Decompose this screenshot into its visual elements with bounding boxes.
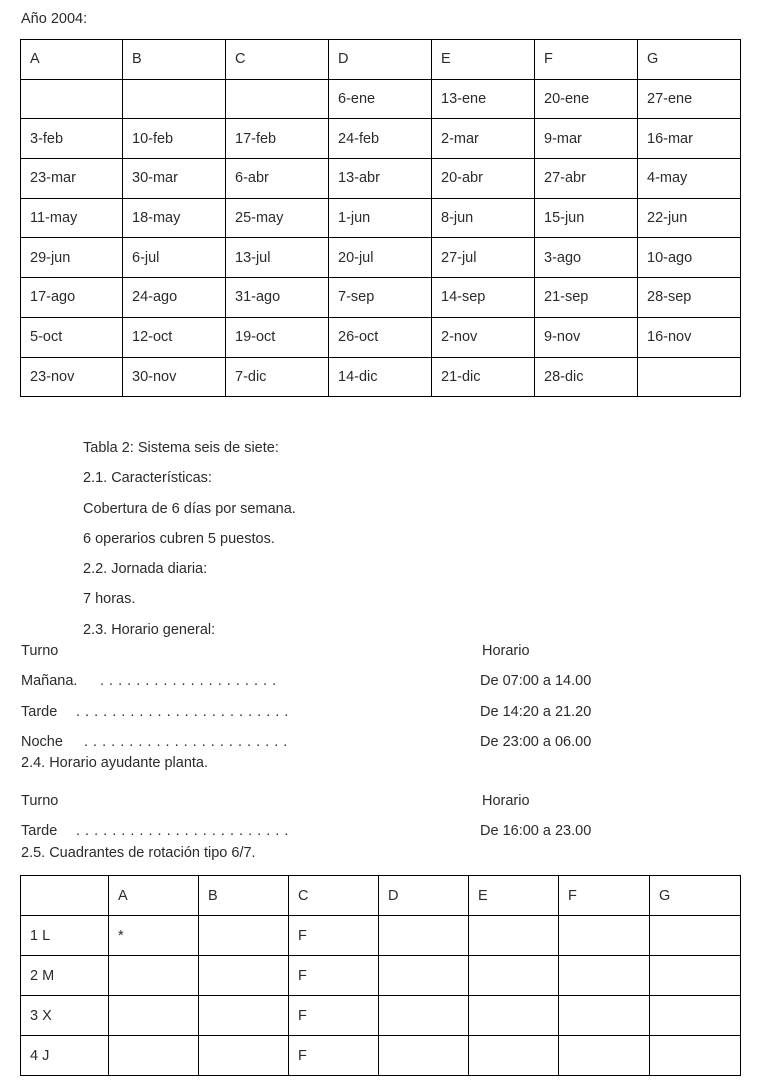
table-cell: 19-oct bbox=[226, 317, 329, 357]
table-cell: 15-jun bbox=[535, 198, 638, 238]
table-cell bbox=[379, 1036, 469, 1076]
table-header-row bbox=[21, 40, 741, 80]
shift-hours: De 16:00 a 23.00 bbox=[480, 823, 592, 840]
schedule-row-noche bbox=[21, 727, 740, 757]
table-cell bbox=[379, 996, 469, 1036]
shift-hours: De 23:00 a 06.00 bbox=[480, 733, 592, 750]
dot-leader: . . . . . . . . . . . . . . . . . . . . . . . . bbox=[76, 703, 289, 720]
table-cell: 1-jun bbox=[329, 198, 432, 238]
dot-leader: . . . . . . . . . . . . . . . . . . . . bbox=[100, 673, 277, 690]
column-header: C bbox=[289, 876, 379, 916]
column-header: A bbox=[21, 40, 123, 80]
rotation-table-body bbox=[21, 916, 741, 1076]
shift-name: Noche bbox=[21, 733, 63, 750]
table-cell: 20-ene bbox=[535, 79, 638, 119]
year-table-body bbox=[21, 79, 741, 397]
table-cell: 18-may bbox=[123, 198, 226, 238]
table-cell bbox=[559, 956, 650, 996]
column-header: B bbox=[199, 876, 289, 916]
table-row bbox=[21, 317, 741, 357]
row-header-day: 2 M bbox=[21, 956, 109, 996]
column-header: F bbox=[559, 876, 650, 916]
table-cell bbox=[650, 1036, 741, 1076]
table-cell: 28-sep bbox=[638, 278, 741, 318]
table-cell: 2-nov bbox=[432, 317, 535, 357]
table-cell bbox=[469, 996, 559, 1036]
table-row bbox=[21, 1036, 741, 1076]
table-cell: 8-jun bbox=[432, 198, 535, 238]
table-row bbox=[21, 357, 741, 397]
schedule-ayudante bbox=[21, 786, 740, 847]
table-cell: 13-ene bbox=[432, 79, 535, 119]
table-cell: 13-jul bbox=[226, 238, 329, 278]
schedule-header-horario: Horario bbox=[482, 793, 530, 809]
table-cell bbox=[199, 996, 289, 1036]
table-cell: 30-nov bbox=[123, 357, 226, 397]
table-row bbox=[21, 996, 741, 1036]
rotation-table bbox=[20, 875, 741, 1076]
table-cell: 3-ago bbox=[535, 238, 638, 278]
schedule-header-turno: Turno bbox=[21, 643, 59, 659]
column-header: D bbox=[379, 876, 469, 916]
year-table-header bbox=[21, 40, 741, 80]
table-cell: 21-dic bbox=[432, 357, 535, 397]
section-title-tabla2: Tabla 2: Sistema seis de siete: bbox=[83, 440, 279, 456]
table-cell: 17-feb bbox=[226, 119, 329, 159]
table-cell: F bbox=[289, 956, 379, 996]
schedule-header-horario: Horario bbox=[482, 643, 530, 659]
table-cell: 22-jun bbox=[638, 198, 741, 238]
schedule-row-tarde bbox=[21, 697, 740, 727]
shift-name: Mañana. bbox=[21, 673, 78, 690]
table-cell: 16-nov bbox=[638, 317, 741, 357]
table-row bbox=[21, 119, 741, 159]
table-cell bbox=[199, 956, 289, 996]
table-row bbox=[21, 956, 741, 996]
table-cell: 16-mar bbox=[638, 119, 741, 159]
shift-name: Tarde bbox=[21, 823, 58, 840]
table-cell bbox=[650, 996, 741, 1036]
table-row bbox=[21, 278, 741, 318]
table-cell bbox=[226, 79, 329, 119]
table-cell bbox=[379, 916, 469, 956]
table-cell: 6-jul bbox=[123, 238, 226, 278]
section-heading-cuadrantes: 2.5. Cuadrantes de rotación tipo 6/7. bbox=[21, 845, 256, 861]
table-cell: 7-dic bbox=[226, 357, 329, 397]
page-title: Año 2004: bbox=[21, 11, 88, 27]
table-cell: 28-dic bbox=[535, 357, 638, 397]
table-row bbox=[21, 916, 741, 956]
table-cell bbox=[199, 1036, 289, 1076]
row-header-day: 3 X bbox=[21, 996, 109, 1036]
section-heading-caracteristicas: 2.1. Características: bbox=[83, 470, 212, 487]
column-header: B bbox=[123, 40, 226, 80]
table-cell bbox=[559, 916, 650, 956]
section-heading-horario-ayudante: 2.4. Horario ayudante planta. bbox=[21, 755, 209, 771]
table-cell: 5-oct bbox=[21, 317, 123, 357]
table-row bbox=[21, 79, 741, 119]
year-2004-table bbox=[20, 39, 741, 397]
table-cell bbox=[109, 1036, 199, 1076]
table-cell: 17-ago bbox=[21, 278, 123, 318]
schedule-row-manana bbox=[21, 666, 740, 696]
shift-hours: De 14:20 a 21.20 bbox=[480, 703, 592, 720]
table-cell: 6-abr bbox=[226, 159, 329, 199]
table-cell: F bbox=[289, 916, 379, 956]
rotation-table-header bbox=[21, 876, 741, 916]
table-cell: 23-nov bbox=[21, 357, 123, 397]
table-cell: 13-abr bbox=[329, 159, 432, 199]
dot-leader: . . . . . . . . . . . . . . . . . . . . . . . . bbox=[76, 823, 289, 840]
section-heading-horario-general: 2.3. Horario general: bbox=[83, 621, 216, 638]
table-cell: 25-may bbox=[226, 198, 329, 238]
shift-hours: De 07:00 a 14.00 bbox=[480, 673, 592, 690]
section-text-horas: 7 horas. bbox=[83, 591, 136, 608]
section-text-operarios: 6 operarios cubren 5 puestos. bbox=[83, 530, 275, 547]
table-cell: 23-mar bbox=[21, 159, 123, 199]
schedule-header-row bbox=[21, 636, 740, 666]
table-cell bbox=[199, 916, 289, 956]
column-header: F bbox=[535, 40, 638, 80]
table-cell: 7-sep bbox=[329, 278, 432, 318]
table-cell: 27-ene bbox=[638, 79, 741, 119]
table-cell bbox=[638, 357, 741, 397]
table-cell: 14-sep bbox=[432, 278, 535, 318]
section-description-block bbox=[83, 433, 296, 645]
table-cell bbox=[650, 916, 741, 956]
section-heading-jornada: 2.2. Jornada diaria: bbox=[83, 561, 208, 578]
table-cell bbox=[469, 1036, 559, 1076]
table-row bbox=[21, 159, 741, 199]
table-cell: 27-jul bbox=[432, 238, 535, 278]
table-cell: 3-feb bbox=[21, 119, 123, 159]
column-header: E bbox=[469, 876, 559, 916]
table-cell bbox=[21, 79, 123, 119]
table-cell bbox=[109, 996, 199, 1036]
table-cell bbox=[469, 956, 559, 996]
column-header: G bbox=[650, 876, 741, 916]
table-cell bbox=[469, 916, 559, 956]
table-cell: 10-feb bbox=[123, 119, 226, 159]
table-cell: 12-oct bbox=[123, 317, 226, 357]
table-cell: 2-mar bbox=[432, 119, 535, 159]
table-cell: 30-mar bbox=[123, 159, 226, 199]
column-header: G bbox=[638, 40, 741, 80]
column-header bbox=[21, 876, 109, 916]
table-cell: 21-sep bbox=[535, 278, 638, 318]
column-header: C bbox=[226, 40, 329, 80]
table-cell bbox=[379, 956, 469, 996]
table-cell: 27-abr bbox=[535, 159, 638, 199]
schedule-header-row bbox=[21, 786, 740, 816]
table-header-row bbox=[21, 876, 741, 916]
column-header: E bbox=[432, 40, 535, 80]
table-cell: 10-ago bbox=[638, 238, 741, 278]
column-header: A bbox=[109, 876, 199, 916]
dot-leader: . . . . . . . . . . . . . . . . . . . . . . . bbox=[84, 733, 288, 750]
table-cell: F bbox=[289, 996, 379, 1036]
table-cell: 11-may bbox=[21, 198, 123, 238]
column-header: D bbox=[329, 40, 432, 80]
table-cell: 9-nov bbox=[535, 317, 638, 357]
table-cell: 24-feb bbox=[329, 119, 432, 159]
table-cell: 29-jun bbox=[21, 238, 123, 278]
table-cell: 6-ene bbox=[329, 79, 432, 119]
table-cell: 26-oct bbox=[329, 317, 432, 357]
row-header-day: 4 J bbox=[21, 1036, 109, 1076]
table-cell: 4-may bbox=[638, 159, 741, 199]
table-row bbox=[21, 198, 741, 238]
schedule-header-turno: Turno bbox=[21, 793, 59, 809]
section-text-cobertura: Cobertura de 6 días por semana. bbox=[83, 500, 296, 517]
row-header-day: 1 L bbox=[21, 916, 109, 956]
table-cell: 31-ago bbox=[226, 278, 329, 318]
table-cell: 24-ago bbox=[123, 278, 226, 318]
table-cell bbox=[109, 956, 199, 996]
table-cell bbox=[559, 1036, 650, 1076]
schedule-row-tarde bbox=[21, 816, 740, 846]
table-cell bbox=[559, 996, 650, 1036]
table-cell: * bbox=[109, 916, 199, 956]
table-cell: 20-jul bbox=[329, 238, 432, 278]
table-row bbox=[21, 238, 741, 278]
table-cell: 9-mar bbox=[535, 119, 638, 159]
table-cell: 20-abr bbox=[432, 159, 535, 199]
table-cell: 14-dic bbox=[329, 357, 432, 397]
shift-name: Tarde bbox=[21, 703, 58, 720]
table-cell: F bbox=[289, 1036, 379, 1076]
table-cell bbox=[123, 79, 226, 119]
schedule-general bbox=[21, 636, 740, 757]
table-cell bbox=[650, 956, 741, 996]
